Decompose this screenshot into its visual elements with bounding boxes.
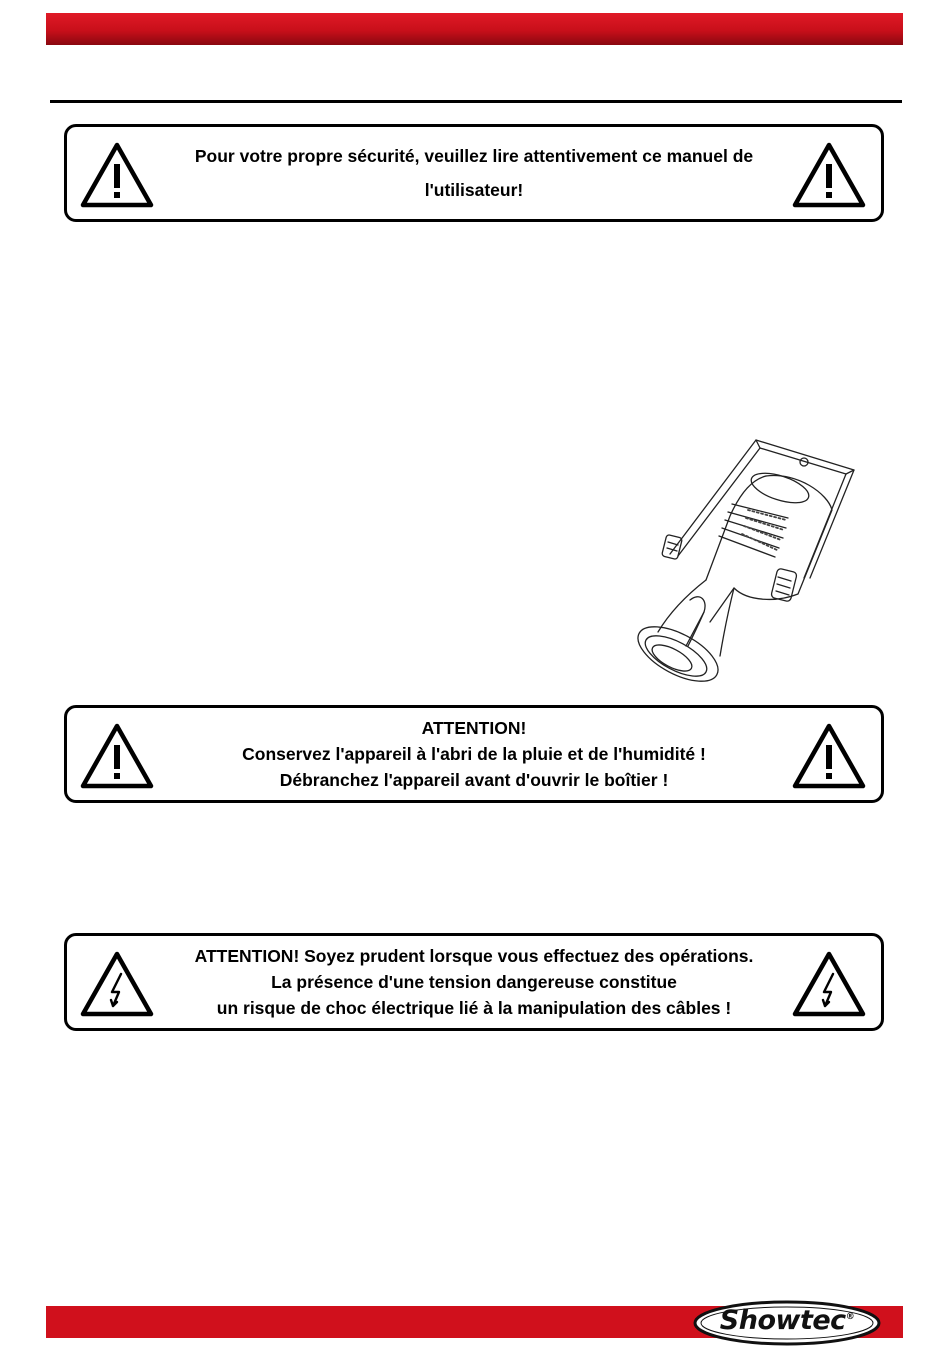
header-bar: [46, 13, 903, 45]
brand-name: Showtec: [719, 1305, 846, 1336]
high-voltage-icon: [79, 950, 155, 1018]
electrical-warning-line-1: ATTENTION! Soyez prudent lorsque vous effectuez des opérations.: [194, 946, 754, 966]
warning-triangle-icon: [79, 141, 155, 209]
safety-notice-line-1: Pour votre propre sécurité, veuillez lire attentivement ce manuel de: [194, 146, 754, 166]
moisture-warning-line-3: Débranchez l'appareil avant d'ouvrir le boîtier !: [279, 770, 669, 790]
brand-registered-mark: ®: [845, 1312, 855, 1322]
moisture-warning-line-2: Conservez l'appareil à l'abri de la pluie et de l'humidité !: [242, 744, 706, 764]
high-voltage-icon: [791, 950, 867, 1018]
electrical-warning-line-2: La présence d'une tension dangereuse constitue: [271, 972, 677, 992]
electrical-warning-box: [64, 933, 884, 1031]
warning-triangle-icon: [79, 722, 155, 790]
moisture-warning-title: ATTENTION!: [421, 718, 527, 738]
fixture-illustration: [628, 432, 866, 688]
safety-notice-line-2: l'utilisateur!: [424, 180, 524, 200]
header-divider: [50, 100, 902, 103]
safety-notice-box: [64, 124, 884, 222]
moisture-warning-box: [64, 705, 884, 803]
warning-triangle-icon: [791, 722, 867, 790]
warning-triangle-icon: [791, 141, 867, 209]
electrical-warning-line-3: un risque de choc électrique lié à la manipulation des câbles !: [216, 998, 732, 1018]
brand-logo: [692, 1300, 882, 1346]
